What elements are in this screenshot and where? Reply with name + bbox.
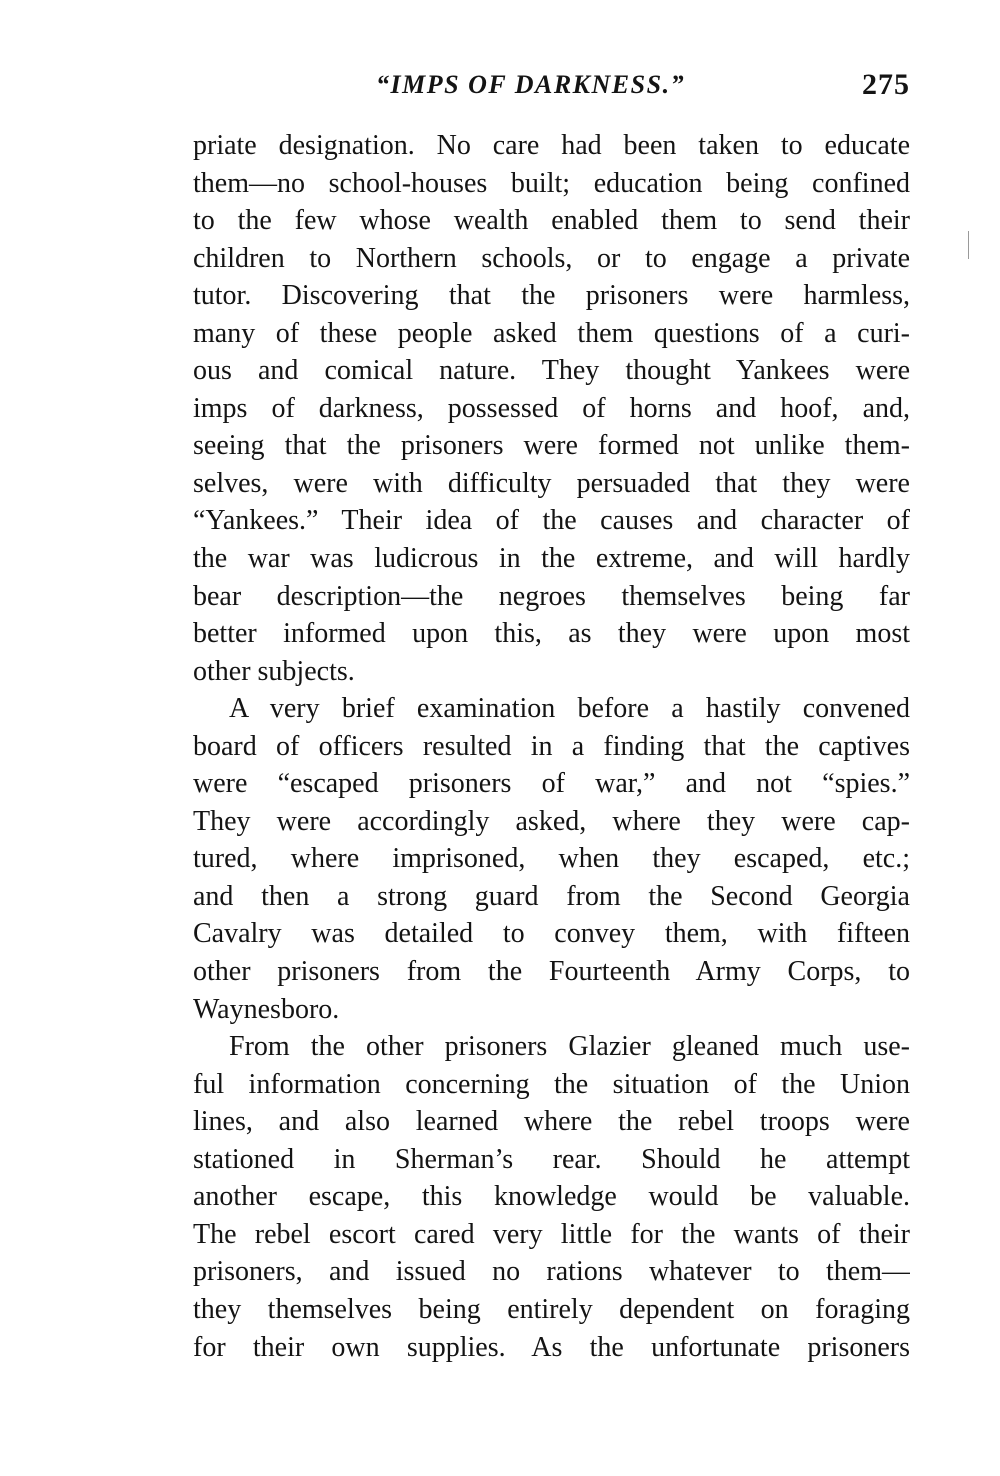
text-line: children to Northern schools, or to engage a private [193, 242, 910, 274]
running-head [193, 70, 910, 110]
text-line: prisoners, and issued no rations whatever to them— [193, 1256, 910, 1288]
text-line: the war was ludicrous in the extreme, and will hardly [193, 543, 910, 575]
text-line: another escape, this knowledge would be valuable. [193, 1181, 910, 1213]
text-line: Waynesboro. [193, 993, 340, 1025]
text-line: were “escaped prisoners of war,” and not “spies.” [193, 768, 910, 800]
running-title: “IMPS OF DARKNESS.” [376, 70, 686, 99]
text-line: seeing that the prisoners were formed not unlike them- [193, 430, 910, 462]
body-text [193, 127, 910, 1366]
text-line: better informed upon this, as they were upon most [193, 618, 910, 650]
text-line: for their own supplies. As the unfortunate prisoners [193, 1331, 910, 1363]
text-line: ful information concerning the situation of the Union [193, 1068, 910, 1100]
text-line: priate designation. No care had been taken to educate [193, 130, 910, 161]
margin-mark [968, 231, 969, 259]
text-line: ous and comical nature. They thought Yankees were [193, 355, 910, 387]
text-line: they themselves being entirely dependent on foraging [193, 1293, 910, 1325]
text-line: “Yankees.” Their idea of the causes and character of [193, 505, 910, 537]
text-line: other subjects. [193, 655, 355, 687]
text-line: From the other prisoners Glazier gleaned much use- [229, 1031, 910, 1063]
text-line: Cavalry was detailed to convey them, with fifteen [193, 918, 910, 950]
text-line: tured, where imprisoned, when they escaped, etc.; [193, 843, 910, 875]
text-line: many of these people asked them questions of a curi- [193, 317, 910, 349]
text-line: other prisoners from the Fourteenth Army Corps, to [193, 956, 910, 988]
text-line: imps of darkness, possessed of horns and hoof, and, [193, 392, 910, 424]
text-line: board of officers resulted in a finding that the captives [193, 730, 910, 762]
text-line: selves, were with difficulty persuaded that they were [193, 467, 910, 499]
text-line: A very brief examination before a hastily convened [229, 693, 910, 725]
text-line: them—no school-houses built; education being confined [193, 167, 910, 199]
text-line: to the few whose wealth enabled them to send their [193, 205, 910, 237]
text-line: The rebel escort cared very little for the wants of their [193, 1218, 910, 1250]
text-line: tutor. Discovering that the prisoners were harmless, [193, 280, 910, 312]
text-line: and then a strong guard from the Second Georgia [193, 880, 910, 912]
text-line: bear description—the negroes themselves being far [193, 580, 910, 612]
text-line: lines, and also learned where the rebel troops were [193, 1106, 910, 1138]
page-number: 275 [862, 68, 910, 101]
text-line: stationed in Sherman’s rear. Should he attempt [193, 1143, 910, 1175]
text-line: They were accordingly asked, where they were cap- [193, 805, 910, 837]
